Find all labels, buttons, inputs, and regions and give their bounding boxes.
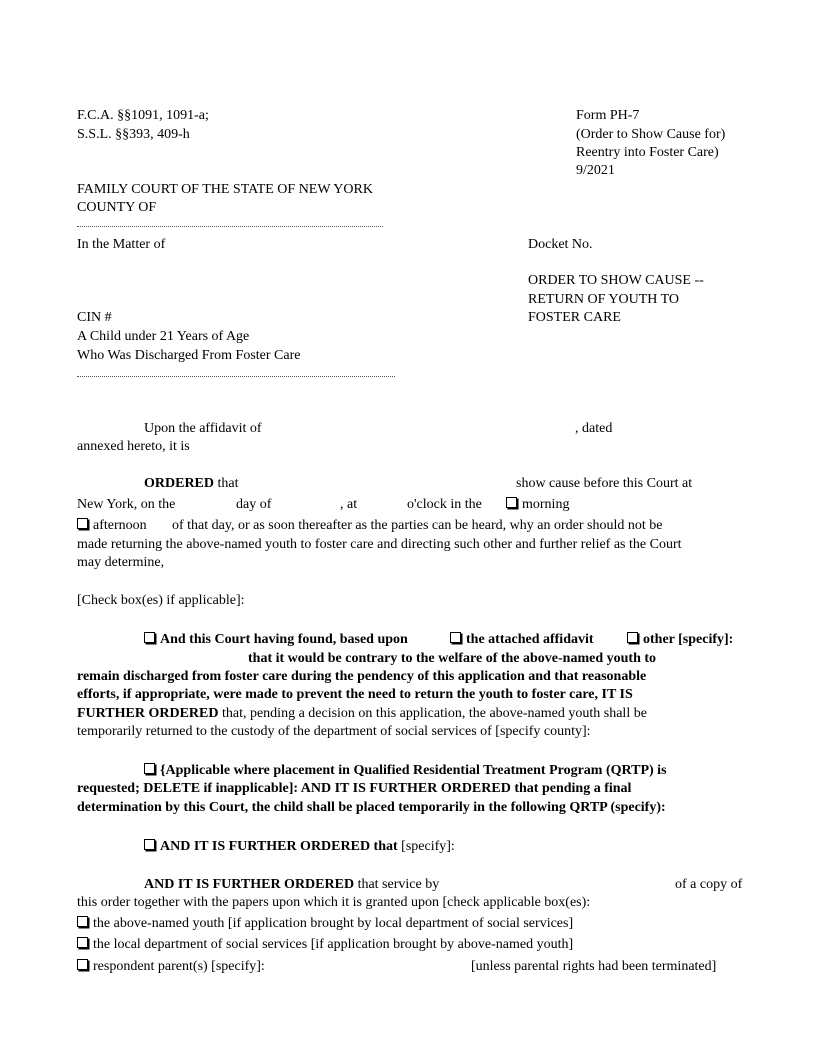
cin-label: CIN # <box>77 310 112 325</box>
form-description-1: (Order to Show Cause for) <box>576 127 726 142</box>
day-of-text: day of <box>236 497 272 512</box>
docket-label: Docket No. <box>528 237 593 252</box>
order-title-2: RETURN OF YOUTH TO <box>528 292 680 307</box>
order-title-3: FOSTER CARE <box>528 310 621 325</box>
dss-checkbox[interactable] <box>77 937 88 948</box>
finding-checkbox[interactable] <box>144 632 155 643</box>
affidavit-option-label: the attached affidavit <box>466 632 594 647</box>
finding-line-1 <box>144 631 408 649</box>
further-ordered-specify: [specify]: <box>397 839 455 854</box>
youth-option-label: the above-named youth [if application brought by local department of social services] <box>93 916 574 931</box>
qrtp-line-2: requested; DELETE if inapplicable]: AND IT IS FURTHER ORDERED that pending a final <box>77 781 632 796</box>
statute-citation-1: F.C.A. §§1091, 1091-a; <box>77 108 209 123</box>
service-option-dss[interactable] <box>77 936 573 954</box>
afternoon-label: afternoon <box>93 518 147 533</box>
ordered-clause <box>144 475 239 493</box>
at-text: , at <box>340 497 358 512</box>
copy-of-text: of a copy of <box>675 877 743 892</box>
service-option-youth[interactable] <box>77 915 573 933</box>
affidavit-annexed: annexed hereto, it is <box>77 439 190 454</box>
finding-line-3: remain discharged from foster care during the pendency of this application and that reasonable <box>77 669 647 684</box>
dotted-separator-1 <box>77 226 383 227</box>
finding-line-5 <box>77 705 647 723</box>
morning-checkbox[interactable] <box>506 497 517 508</box>
youth-checkbox[interactable] <box>77 916 88 927</box>
afternoon-checkbox[interactable] <box>77 518 88 529</box>
morning-label: morning <box>522 497 570 512</box>
service-ordered-label: AND IT IS FURTHER ORDERED <box>144 877 355 892</box>
parent-checkbox[interactable] <box>77 959 88 970</box>
form-number: Form PH-7 <box>576 108 640 123</box>
service-option-parent[interactable] <box>77 958 265 976</box>
order-title-1: ORDER TO SHOW CAUSE -- <box>528 273 704 288</box>
afternoon-option[interactable] <box>77 517 147 535</box>
other-option[interactable] <box>627 631 733 649</box>
dotted-separator-2 <box>77 376 395 377</box>
show-cause-text: show cause before this Court at <box>516 476 693 491</box>
qrtp-line-1 <box>144 762 667 780</box>
dss-option-label: the local department of social services [if application brought by above-named youth] <box>93 937 574 952</box>
matter-label: In the Matter of <box>77 237 166 252</box>
qrtp-text-1: {Applicable where placement in Qualified Residential Treatment Program (QRTP) is <box>160 763 667 778</box>
oclock-text: o'clock in the <box>407 497 482 512</box>
further-ordered-bold: AND IT IS FURTHER ORDERED that <box>160 839 398 854</box>
service-line-2: this order together with the papers upon which it is granted upon [check applicable box(es): <box>77 895 591 910</box>
new-york-text: New York, on the <box>77 497 176 512</box>
statute-citation-2: S.S.L. §§393, 409-h <box>77 127 190 142</box>
child-description-2: Who Was Discharged From Foster Care <box>77 348 301 363</box>
form-date: 9/2021 <box>576 163 615 178</box>
qrtp-line-3: determination by this Court, the child shall be placed temporarily in the following QRTP (specify): <box>77 800 666 815</box>
service-line-1 <box>144 876 439 894</box>
finding-line-4: efforts, if appropriate, were made to prevent the need to return the youth to foster care, IT IS <box>77 687 633 702</box>
parent-option-label: respondent parent(s) [specify]: <box>93 959 265 974</box>
ordered-line-3: of that day, or as soon thereafter as the parties can be heard, why an order should not be <box>172 518 663 533</box>
affidavit-dated: , dated <box>575 421 613 436</box>
further-ordered-checkbox[interactable] <box>144 839 155 850</box>
check-instructions: [Check box(es) if applicable]: <box>77 593 245 608</box>
other-option-label: other [specify]: <box>643 632 734 647</box>
service-by-text: that service by <box>354 877 440 892</box>
affidavit-label: Upon the affidavit of <box>144 421 262 436</box>
form-description-2: Reentry into Foster Care) <box>576 145 719 160</box>
ordered-label: ORDERED <box>144 476 215 491</box>
child-description-1: A Child under 21 Years of Age <box>77 329 250 344</box>
other-checkbox[interactable] <box>627 632 638 643</box>
court-name: FAMILY COURT OF THE STATE OF NEW YORK <box>77 182 373 197</box>
finding-line-6: temporarily returned to the custody of the department of social services of [specify county]: <box>77 724 591 739</box>
finding-text-a: And this Court having found, based upon <box>160 632 408 647</box>
county-label: COUNTY OF <box>77 200 157 215</box>
morning-option[interactable] <box>506 496 569 514</box>
ordered-line-4: made returning the above-named youth to foster care and directing such other and further relief as the Court <box>77 537 682 552</box>
affidavit-option[interactable] <box>450 631 594 649</box>
parental-rights-note: [unless parental rights had been terminated] <box>471 959 717 974</box>
finding-line-2: that it would be contrary to the welfare of the above-named youth to <box>248 651 657 666</box>
further-ordered-clause <box>144 838 455 856</box>
finding-line-5-rest: that, pending a decision on this application, the above-named youth shall be <box>218 706 647 721</box>
ordered-that: that <box>214 476 239 491</box>
affidavit-checkbox[interactable] <box>450 632 461 643</box>
qrtp-checkbox[interactable] <box>144 763 155 774</box>
further-ordered-label: FURTHER ORDERED <box>77 706 219 721</box>
ordered-line-5: may determine, <box>77 555 165 570</box>
